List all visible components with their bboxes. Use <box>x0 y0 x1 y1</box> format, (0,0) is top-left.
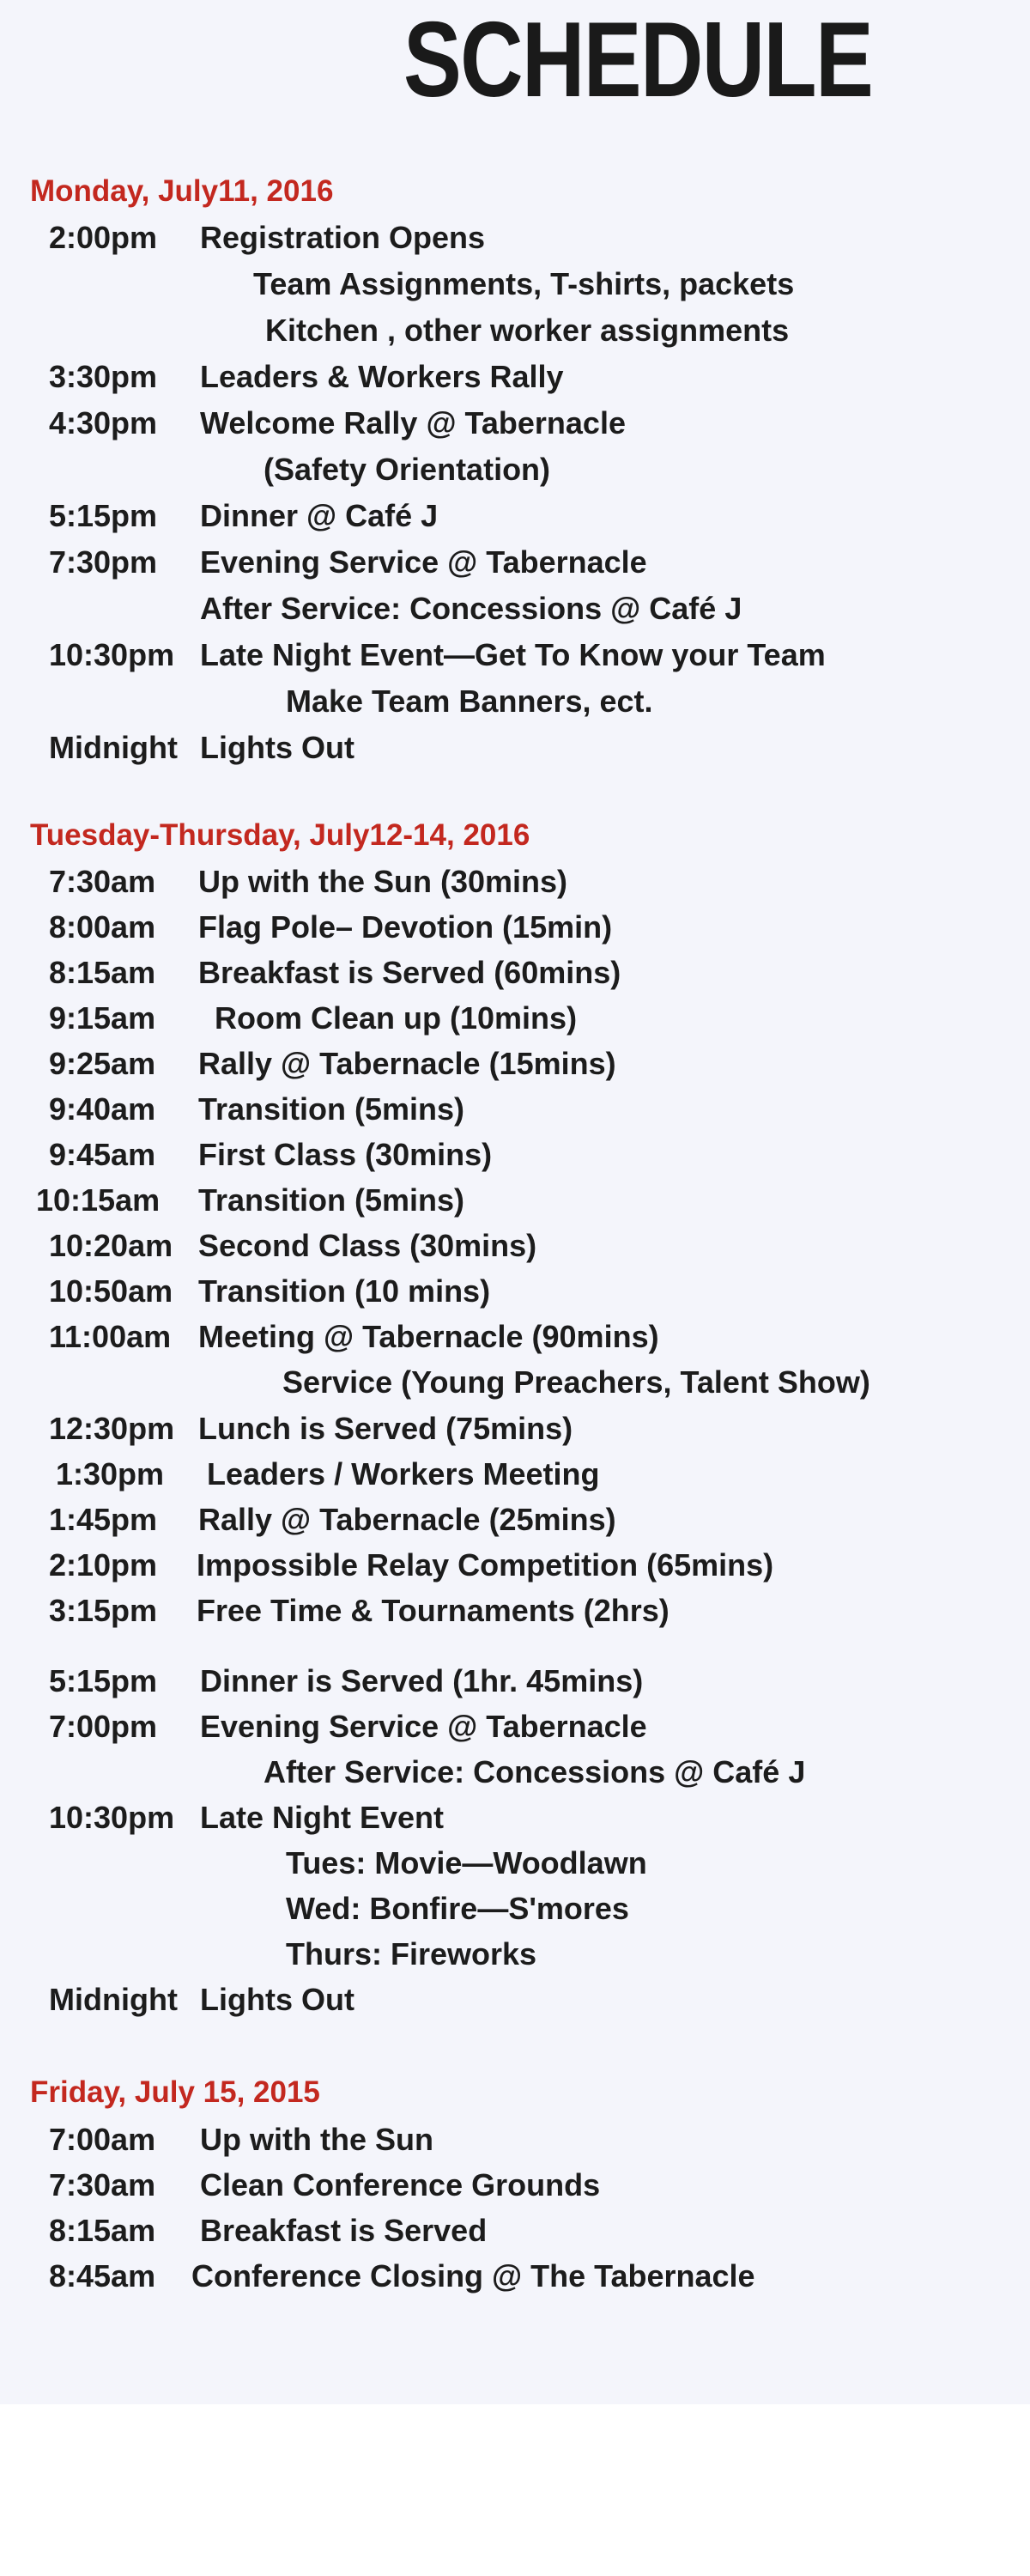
row-time: 10:50am <box>49 1273 173 1309</box>
row-time: 9:40am <box>49 1091 156 1127</box>
row-time: 3:30pm <box>49 359 158 394</box>
row-event: Breakfast is Served <box>200 2213 488 2248</box>
page-title: SCHEDULE <box>403 1 873 119</box>
row-event: Lights Out <box>200 1982 354 2017</box>
row-event: Evening Service @ Tabernacle <box>200 1709 647 1744</box>
row-detail: (Safety Orientation) <box>264 452 551 487</box>
row-detail: Wed: Bonfire—S'mores <box>286 1891 629 1926</box>
row-detail: Tues: Movie—Woodlawn <box>286 1845 647 1880</box>
row-time: 7:30pm <box>49 544 158 580</box>
row-event: Lunch is Served (75mins) <box>198 1411 573 1446</box>
row-event: Up with the Sun (30mins) <box>198 864 568 899</box>
blank-margin <box>0 2404 1030 2576</box>
row-event: Room Clean up (10mins) <box>215 1000 578 1036</box>
row-detail: Thurs: Fireworks <box>286 1936 537 1971</box>
row-event: Breakfast is Served (60mins) <box>198 955 621 990</box>
row-time: Midnight <box>49 730 178 765</box>
friday-heading: Friday, July 15, 2015 <box>30 2075 320 2109</box>
row-event: Conference Closing @ The Tabernacle <box>191 2258 755 2293</box>
monday-heading: Monday, July11, 2016 <box>30 174 334 208</box>
row-time: 7:00am <box>49 2122 156 2157</box>
row-event: Up with the Sun <box>200 2122 433 2157</box>
row-time: 8:45am <box>49 2258 156 2293</box>
row-event: Rally @ Tabernacle (25mins) <box>198 1502 616 1537</box>
row-event: Leaders & Workers Rally <box>200 359 564 394</box>
row-event: Flag Pole– Devotion (15min) <box>198 909 613 945</box>
row-detail: Kitchen , other worker assignments <box>265 313 790 348</box>
tue-thu-heading: Tuesday-Thursday, July12-14, 2016 <box>30 818 530 852</box>
row-time: 3:15pm <box>49 1593 158 1628</box>
row-event: Dinner @ Café J <box>200 498 439 533</box>
row-time: 2:10pm <box>49 1547 158 1583</box>
row-time: 10:30pm <box>49 637 175 672</box>
row-event: Free Time & Tournaments (2hrs) <box>197 1593 670 1628</box>
row-detail: Make Team Banners, ect. <box>286 683 653 719</box>
row-time: 10:15am <box>36 1182 161 1218</box>
row-time: 7:00pm <box>49 1709 158 1744</box>
row-time: 7:30am <box>49 2167 156 2202</box>
row-time: 9:15am <box>49 1000 156 1036</box>
row-event: Lights Out <box>200 730 354 765</box>
row-event: Transition (5mins) <box>198 1091 465 1127</box>
row-detail: After Service: Concessions @ Café J <box>200 591 742 626</box>
row-time: 10:20am <box>49 1228 173 1263</box>
row-time: 11:00am <box>49 1319 172 1354</box>
row-event: Welcome Rally @ Tabernacle <box>200 405 626 440</box>
row-event: Clean Conference Grounds <box>200 2167 601 2202</box>
row-time: 9:25am <box>49 1046 156 1081</box>
row-time: 12:30pm <box>49 1411 175 1446</box>
row-time: Midnight <box>49 1982 178 2017</box>
row-time: 5:15pm <box>49 1663 158 1698</box>
row-time: 4:30pm <box>49 405 158 440</box>
row-event: Evening Service @ Tabernacle <box>200 544 647 580</box>
row-time: 8:00am <box>49 909 156 945</box>
row-event: Second Class (30mins) <box>198 1228 537 1263</box>
row-event: Late Night Event—Get To Know your Team <box>200 637 826 672</box>
row-detail: Team Assignments, T-shirts, packets <box>253 266 795 301</box>
row-detail: After Service: Concessions @ Café J <box>264 1754 806 1789</box>
row-event: Impossible Relay Competition (65mins) <box>197 1547 774 1583</box>
row-event: Dinner is Served (1hr. 45mins) <box>200 1663 644 1698</box>
row-time: 1:30pm <box>56 1456 165 1492</box>
row-time: 8:15am <box>49 2213 156 2248</box>
row-time: 8:15am <box>49 955 156 990</box>
row-time: 2:00pm <box>49 220 158 255</box>
row-event: Rally @ Tabernacle (15mins) <box>198 1046 616 1081</box>
row-time: 10:30pm <box>49 1800 175 1835</box>
row-event: Meeting @ Tabernacle (90mins) <box>198 1319 659 1354</box>
row-event: Late Night Event <box>200 1800 445 1835</box>
row-time: 7:30am <box>49 864 156 899</box>
row-event: First Class (30mins) <box>198 1137 493 1172</box>
row-event: Transition (10 mins) <box>198 1273 491 1309</box>
row-time: 9:45am <box>49 1137 156 1172</box>
row-event: Leaders / Workers Meeting <box>207 1456 600 1492</box>
row-time: 5:15pm <box>49 498 158 533</box>
row-time: 1:45pm <box>49 1502 158 1537</box>
row-detail: Service (Young Preachers, Talent Show) <box>282 1364 870 1400</box>
row-event: Transition (5mins) <box>198 1182 465 1218</box>
row-event: Registration Opens <box>200 220 486 255</box>
